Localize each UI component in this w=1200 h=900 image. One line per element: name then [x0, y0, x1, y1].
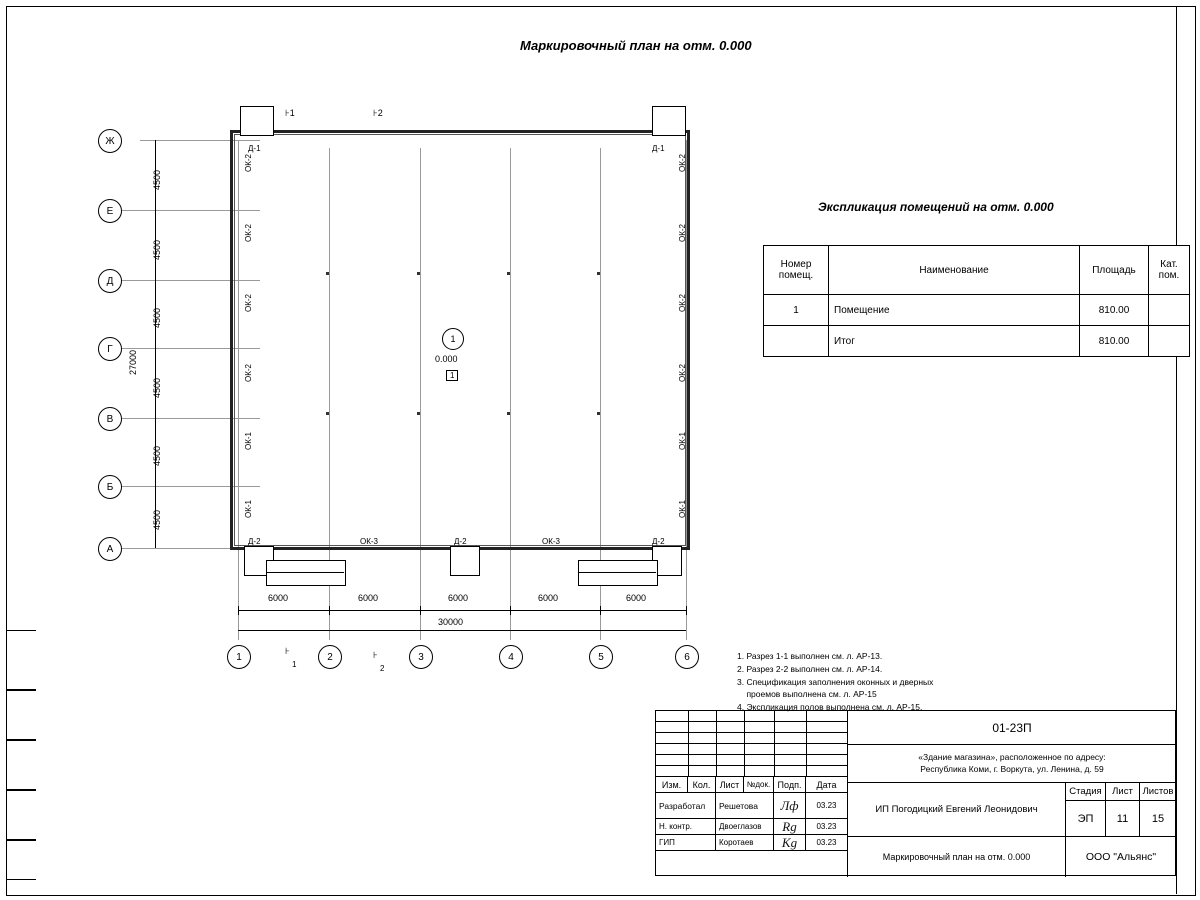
door-label-bottom-1: Д-2: [248, 537, 261, 546]
axis-circle-a: А: [98, 537, 122, 561]
role-empty-row: [656, 851, 848, 877]
table-row: [764, 326, 1190, 357]
floor-plan: [80, 90, 720, 690]
revision-grid-sep-1: [688, 711, 689, 777]
stage-value: ЭП: [1066, 801, 1106, 837]
window-label-right-6: ОК-1: [678, 500, 687, 518]
dim-horizontal-4: 6000: [538, 593, 559, 603]
note-line: проемов выполнена см. л. АР-15: [737, 689, 877, 700]
col-header-list: Лист: [716, 777, 744, 793]
section-arrow-icon: ⊦: [285, 646, 290, 656]
section-mark-2-top: [373, 108, 383, 119]
note-line: 2. Разрез 2-2 выполнен см. л. АР-14.: [737, 663, 883, 674]
sheets-header: Листов: [1140, 783, 1176, 801]
dim-tick-1: [238, 606, 239, 615]
role-label-developer: Разработал: [656, 793, 716, 819]
axis-circle-e: Е: [98, 199, 122, 223]
col-header-area: Площадь: [1080, 246, 1149, 295]
room-level-text: 0.000: [435, 354, 458, 364]
role-date-developer: 03.23: [806, 793, 848, 819]
section-arrow-icon: ⊦: [373, 650, 378, 660]
note-line: 4. Экспликация полов выполнена см. л. АР-15.: [737, 702, 923, 712]
left-margin-stamp-1: [6, 630, 36, 690]
left-margin-stamp-4: [6, 790, 36, 840]
section-mark-label: 2: [377, 108, 383, 118]
dim-tick-3: [420, 606, 421, 615]
axis-circle-2: 2: [318, 645, 342, 669]
plan-title: Маркировочный план на отм. 0.000: [520, 38, 752, 53]
column-dot: [597, 412, 600, 415]
note-line: 1. Разрез 1-1 выполнен см. л. АР-13.: [737, 651, 883, 661]
cell-category: [1149, 326, 1190, 357]
door-label-top-right: Д-1: [652, 144, 665, 153]
axis-circle-b: Б: [98, 475, 122, 499]
dim-vertical-5: 4500: [152, 445, 162, 466]
col-header-izm: Изм.: [656, 777, 688, 793]
axis-circle-5: 5: [589, 645, 613, 669]
role-name-developer: Решетова: [716, 793, 774, 819]
dim-vertical-2: 4500: [152, 239, 162, 260]
door-label-bottom-3: Д-2: [652, 537, 665, 546]
dim-horizontal-1: 6000: [268, 593, 289, 603]
role-name-gip: Коротаев: [716, 835, 774, 851]
section-arrow-icon: ⊦: [373, 108, 378, 118]
table-header-row: [764, 246, 1190, 295]
section-mark-1-bottom: [285, 646, 290, 657]
role-name-normcontrol: Двоеглазов: [716, 819, 774, 835]
revision-grid-sep-4: [774, 711, 775, 777]
door-label-bottom-2: Д-2: [454, 537, 467, 546]
column-dot: [507, 272, 510, 275]
window-label-right-5: ОК-1: [678, 432, 687, 450]
section-mark-label: 1: [289, 108, 295, 118]
window-label-bottom-1: ОК-3: [360, 537, 378, 546]
object-title: «Здание магазина», расположенное по адресу:: [918, 752, 1106, 763]
section-arrow-icon: ⊦: [285, 108, 290, 118]
section-mark-1-top: [285, 108, 295, 119]
left-margin-stamp-2: [6, 690, 36, 740]
dim-tick-6: [686, 606, 687, 615]
dim-vertical-total: 27000: [128, 349, 138, 375]
column-dot: [417, 412, 420, 415]
section-mark-2-bottom: [373, 650, 378, 661]
dim-chain-horizontal-total: [238, 630, 686, 631]
window-label-left-5: ОК-1: [244, 432, 253, 450]
revision-grid-sep-3: [744, 711, 745, 777]
axis-circle-4: 4: [499, 645, 523, 669]
cell-area: 810.00: [1080, 326, 1149, 357]
left-margin-stamp-3: [6, 740, 36, 790]
left-margin-stamp-5: [6, 840, 36, 880]
porch-step-line-left: [266, 572, 344, 573]
col-header-podp: Подп.: [774, 777, 806, 793]
dim-vertical-3: 4500: [152, 307, 162, 328]
dim-vertical-6: 4500: [152, 509, 162, 530]
cell-name: Итог: [829, 326, 1080, 357]
axis-circle-zh: Ж: [98, 129, 122, 153]
axis-circle-3: 3: [409, 645, 433, 669]
dim-tick-2: [329, 606, 330, 615]
table-row: [764, 295, 1190, 326]
dim-tick-4: [510, 606, 511, 615]
room-number-marker: 1: [442, 328, 464, 350]
cell-number: 1: [764, 295, 829, 326]
sheet-frame-right-margin: [1176, 6, 1177, 894]
dim-horizontal-3: 6000: [448, 593, 469, 603]
dim-horizontal-total: 30000: [438, 617, 464, 627]
revision-grid-row-3: [656, 733, 848, 744]
dim-chain-vertical: [155, 140, 156, 548]
exploration-table: [763, 245, 1190, 357]
revision-grid-row-4: [656, 744, 848, 755]
door-label-top-left: Д-1: [248, 144, 261, 153]
corner-structure-top-left: [240, 106, 274, 136]
room-floor-type-box: 1: [446, 370, 458, 381]
porch-step-line-right: [578, 572, 656, 573]
column-dot: [417, 272, 420, 275]
window-label-left-6: ОК-1: [244, 500, 253, 518]
stage-header: Стадия: [1066, 783, 1106, 801]
axis-circle-g: Г: [98, 337, 122, 361]
role-date-normcontrol: 03.23: [806, 819, 848, 835]
window-label-right-1: ОК-2: [678, 154, 687, 172]
window-label-left-1: ОК-2: [244, 154, 253, 172]
axis-circle-d: Д: [98, 269, 122, 293]
role-signature-developer: Лф: [774, 793, 806, 819]
dim-chain-horizontal: [238, 610, 686, 611]
exploration-title: Экспликация помещений на отм. 0.000: [818, 200, 1054, 214]
column-dot: [507, 412, 510, 415]
role-signature-normcontrol: Rg: [774, 819, 806, 835]
dim-vertical-1: 4500: [152, 169, 162, 190]
role-signature-gip: Kg: [774, 835, 806, 851]
column-dot: [597, 272, 600, 275]
organization-name: ООО "Альянс": [1085, 851, 1157, 863]
section-mark-2-bottom-label: 2: [380, 664, 385, 673]
col-header-kol: Кол.: [688, 777, 716, 793]
section-mark-1-bottom-label: 1: [292, 660, 297, 669]
sheets-value: 15: [1140, 801, 1176, 837]
role-date-gip: 03.23: [806, 835, 848, 851]
role-label-normcontrol: Н. контр.: [656, 819, 716, 835]
revision-grid-row-2: [656, 722, 848, 733]
axis-circle-v: В: [98, 407, 122, 431]
sheet-header: Лист: [1106, 783, 1140, 801]
note-line: 3. Спецификация заполнения оконных и дверных: [737, 676, 934, 687]
axis-circle-1: 1: [227, 645, 251, 669]
col-header-ndok: №док.: [744, 777, 774, 793]
project-code: 01-23П: [848, 711, 1176, 745]
object-address: Республика Коми, г. Воркута, ул. Ленина, д. 59: [920, 763, 1104, 774]
window-label-right-2: ОК-2: [678, 224, 687, 242]
revision-grid-row-5: [656, 755, 848, 766]
revision-grid-row-1: [656, 711, 848, 722]
revision-grid-sep-5: [806, 711, 807, 777]
axis-circle-6: 6: [675, 645, 699, 669]
corner-structure-bottom-center: [450, 546, 480, 576]
title-block: [655, 710, 1176, 876]
company-name: ИП Погодицкий Евгений Леонидович: [848, 783, 1066, 837]
sheet-value: 11: [1106, 801, 1140, 837]
dim-horizontal-5: 6000: [626, 593, 647, 603]
window-label-left-4: ОК-2: [244, 364, 253, 382]
cell-category: [1149, 295, 1190, 326]
cell-name: Помещение: [829, 295, 1080, 326]
object-description: [848, 745, 1176, 783]
window-label-right-3: ОК-2: [678, 294, 687, 312]
column-dot: [326, 412, 329, 415]
col-header-data: Дата: [806, 777, 848, 793]
column-dot: [326, 272, 329, 275]
window-label-left-2: ОК-2: [244, 224, 253, 242]
entrance-porch-left: [266, 560, 346, 586]
entrance-porch-right: [578, 560, 658, 586]
col-header-name: Наименование: [829, 246, 1080, 295]
notes-block: [737, 650, 933, 714]
corner-structure-top-right: [652, 106, 686, 136]
sheet-name: Маркировочный план на отм. 0.000: [848, 837, 1066, 877]
cell-number: [764, 326, 829, 357]
cell-area: 810.00: [1080, 295, 1149, 326]
dim-vertical-4: 4500: [152, 377, 162, 398]
col-header-number: Номер помещ.: [764, 246, 829, 295]
role-label-gip: ГИП: [656, 835, 716, 851]
dim-horizontal-2: 6000: [358, 593, 379, 603]
revision-grid-sep-2: [716, 711, 717, 777]
window-label-left-3: ОК-2: [244, 294, 253, 312]
window-label-right-4: ОК-2: [678, 364, 687, 382]
col-header-category: Кат. пом.: [1149, 246, 1190, 295]
window-label-bottom-2: ОК-3: [542, 537, 560, 546]
revision-grid-row-6: [656, 766, 848, 777]
dim-tick-5: [600, 606, 601, 615]
